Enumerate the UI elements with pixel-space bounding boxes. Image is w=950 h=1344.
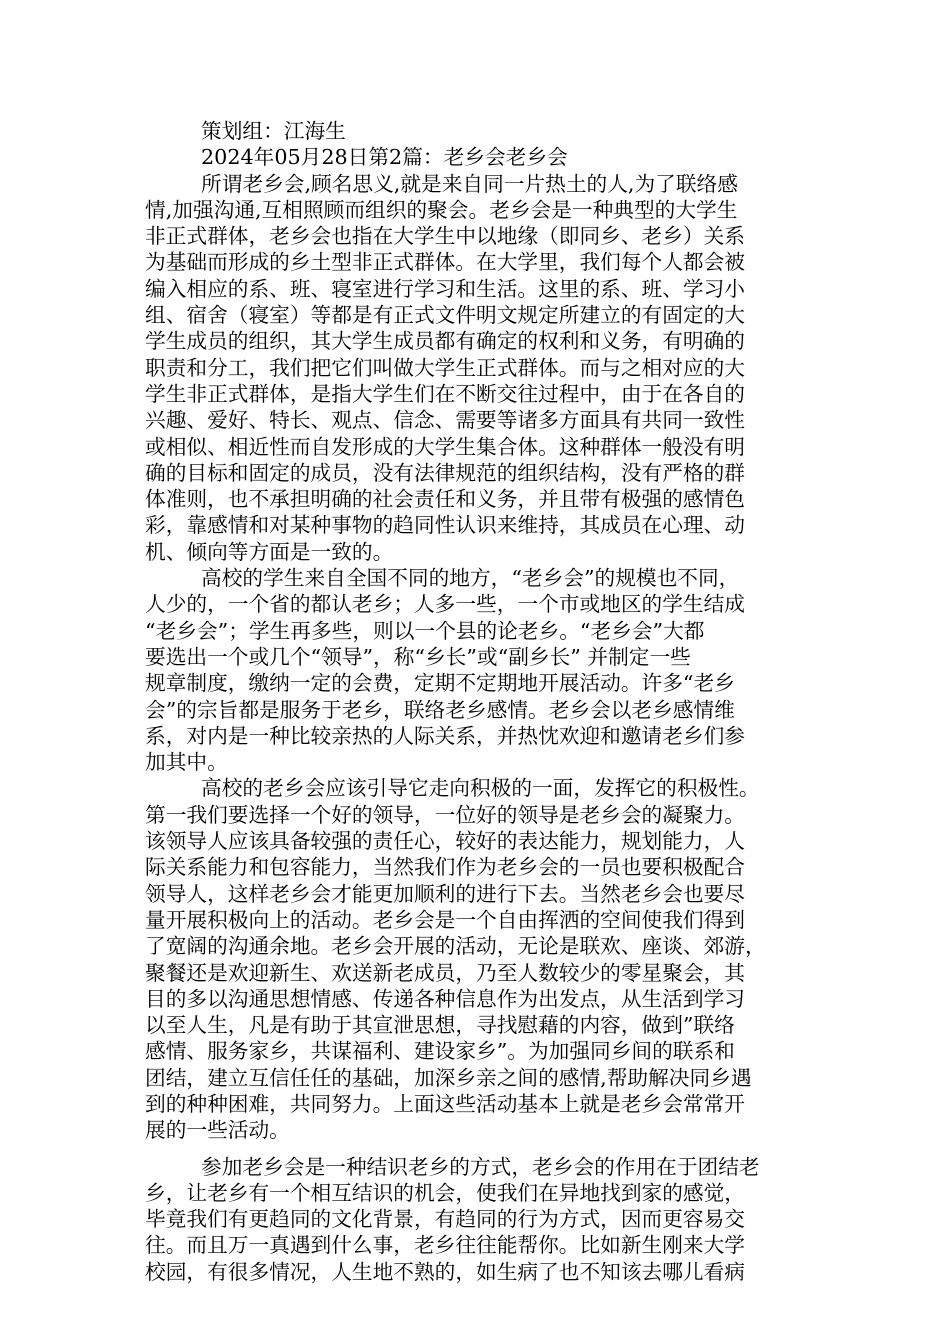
paragraph-line: 高校的学生来自全国不同的地方，“老乡会”的规模也不同， (201, 566, 740, 591)
paragraph-line: 兴趣、爱好、特长、观点、信念、需要等诸多方面具有共同一致性 (145, 408, 745, 433)
paragraph-line: 所谓老乡会,顾名思义,就是来自同一片热土的人,为了联络感 (201, 171, 738, 196)
paragraph-line: 了宽阔的沟通余地。老乡会开展的活动，无论是联欢、座谈、郊游， (145, 934, 766, 959)
paragraph-line: 为基础而形成的乡土型非正式群体。在大学里，我们每个人都会被 (145, 250, 745, 275)
paragraph-line: 组、宿舍（寝室）等都是有正式文件明文规定所建立的有固定的大 (145, 303, 745, 328)
paragraph-line: 团结，建立互信任任的基础，加深乡亲之间的感情,帮助解决同乡遇 (145, 1065, 752, 1090)
paragraph-line: 展的一些活动。 (145, 1118, 290, 1143)
paragraph-line: 以至人生，凡是有助于其宣泄思想，寻找慰藉的内容，做到”联络 (145, 1013, 735, 1038)
paragraph-line: 机、倾向等方面是一致的。 (145, 539, 394, 564)
paragraph-line: 毕竟我们有更趋同的文化背景，有趋同的行为方式，因而更容易交 (145, 1207, 745, 1232)
paragraph-line: 人少的，一个省的都认老乡；人多一些，一个市或地区的学生结成 (145, 592, 745, 617)
document-page (145, 118, 815, 1285)
paragraph-line: 第一我们要选择一个好的领导，一位好的领导是老乡会的凝聚力。 (145, 802, 745, 827)
date-title-line: 2024年05月28日第2篇：老乡会老乡会 (201, 145, 568, 170)
paragraph-line: 或相似、相近性而自发形成的大学生集合体。这种群体一般没有明 (145, 434, 745, 459)
paragraph-line: 确的目标和固定的成员，没有法律规范的组织结构，没有严格的群 (145, 460, 745, 485)
paragraph-line: 要选出一个或几个“领导”，称“乡长”或“副乡长” 并制定一些 (145, 644, 691, 669)
paragraph-4 (145, 1154, 815, 1285)
paragraph-line: 领导人，这样老乡会才能更加顺利的进行下去。当然老乡会也要尽 (145, 881, 745, 906)
paragraph-spacer (145, 1144, 815, 1154)
paragraph-line: 该领导人应该具备较强的责任心，较好的表达能力，规划能力，人 (145, 829, 745, 854)
paragraph-line: 编入相应的系、班、寝室进行学习和生活。这里的系、班、学习小 (145, 276, 745, 301)
paragraph-line: 系，对内是一种比较亲热的人际关系，并热忱欢迎和邀请老乡们参 (145, 723, 745, 748)
paragraph-line: 乡，让老乡有一个相互结识的机会，使我们在异地找到家的感觉， (145, 1180, 745, 1205)
paragraph-line: 非正式群体，老乡会也指在大学生中以地缘（即同乡、老乡）关系 (145, 224, 745, 249)
paragraph-line: 情,加强沟通,互相照顾而组织的聚会。老乡会是一种典型的大学生 (145, 197, 738, 222)
paragraph-line: 会”的宗旨都是服务于老乡，联络老乡感情。老乡会以老乡感情维 (145, 697, 735, 722)
paragraph-line: 学生非正式群体，是指大学生们在不断交往过程中，由于在各自的 (145, 381, 745, 406)
paragraph-3 (145, 775, 815, 1143)
paragraph-line: “老乡会”；学生再多些，则以一个县的论老乡。“老乡会”大都 (145, 618, 705, 643)
paragraph-line: 校园，有很多情况，人生地不熟的，如生病了也不知该去哪儿看病 (145, 1259, 745, 1284)
paragraph-line: 体准则，也不承担明确的社会责任和义务，并且带有极强的感情色 (145, 487, 745, 512)
paragraph-line: 量开展积极向上的活动。老乡会是一个自由挥洒的空间使我们得到 (145, 907, 745, 932)
paragraph-1 (145, 171, 815, 565)
paragraph-line: 高校的老乡会应该引导它走向积极的一面，发挥它的积极性。 (201, 776, 760, 801)
paragraph-line: 彩，靠感情和对某种事物的趋同性认识来维持，其成员在心理、动 (145, 513, 745, 538)
paragraph-line: 际关系能力和包容能力，当然我们作为老乡会的一员也要积极配合 (145, 855, 745, 880)
paragraph-line: 加其中。 (145, 750, 228, 775)
paragraph-line: 聚餐还是欢迎新生、欢送新老成员，乃至人数较少的零星聚会，其 (145, 960, 745, 985)
paragraph-line: 职责和分工，我们把它们叫做大学生正式群体。而与之相对应的大 (145, 355, 745, 380)
paragraph-line: 往。而且万一真遇到什么事，老乡往往能帮你。比如新生刚来大学 (145, 1233, 745, 1258)
paragraph-line: 学生成员的组织，其大学生成员都有确定的权利和义务，有明确的 (145, 329, 745, 354)
paragraph-line: 规章制度，缴纳一定的会费，定期不定期地开展活动。许多“老乡 (145, 671, 735, 696)
paragraph-line: 感情、服务家乡，共谋福利、建设家乡”。为加强同乡间的联系和 (145, 1039, 735, 1064)
paragraph-line: 参加老乡会是一种结识老乡的方式，老乡会的作用在于团结老 (201, 1154, 760, 1179)
planning-group-line: 策划组：江海生 (201, 119, 346, 143)
paragraph-line: 目的多以沟通思想情感、传递各种信息作为出发点，从生活到学习 (145, 986, 745, 1011)
paragraph-2 (145, 565, 815, 775)
paragraph-line: 到的种种困难，共同努力。上面这些活动基本上就是老乡会常常开 (145, 1091, 745, 1116)
